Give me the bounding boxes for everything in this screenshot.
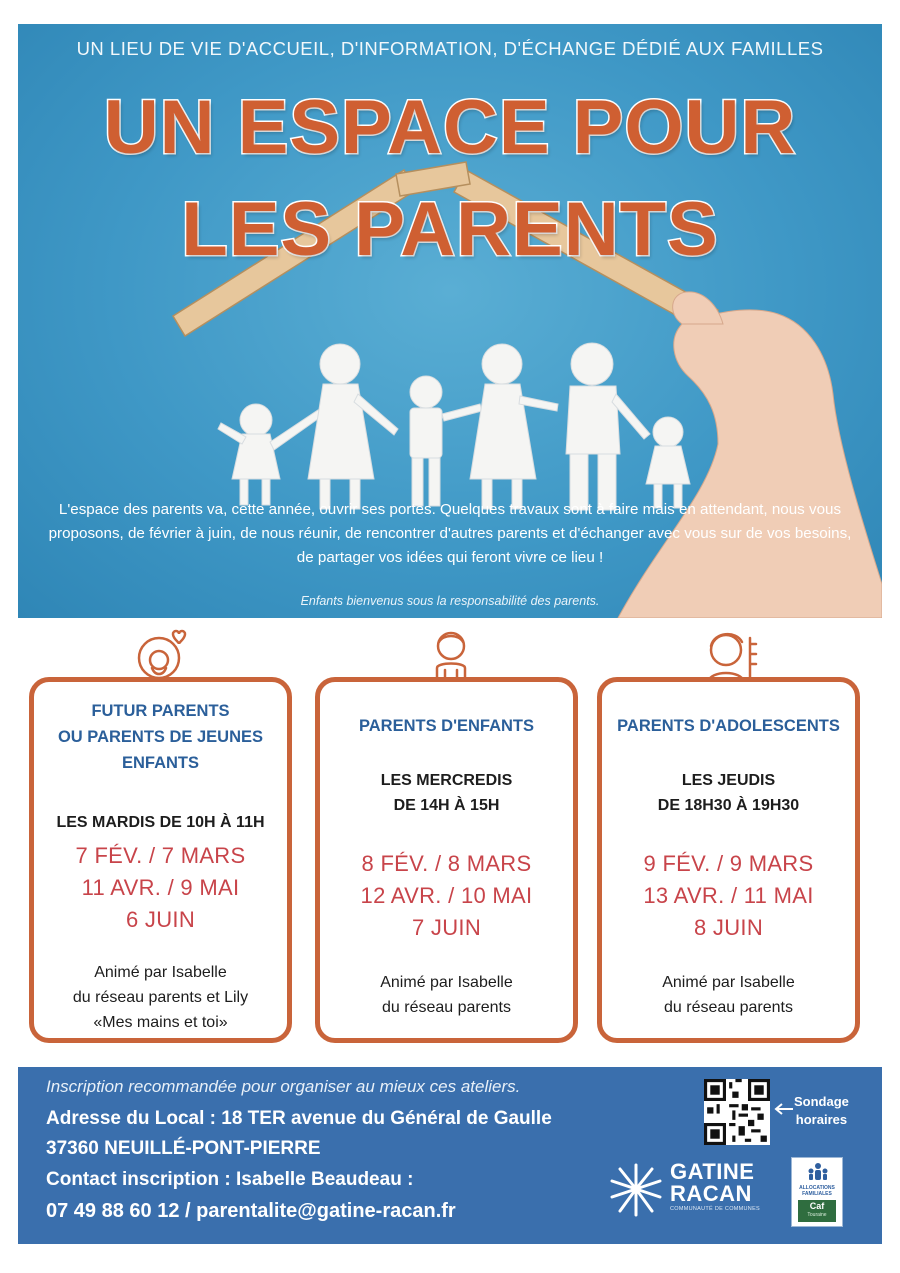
card-title: PARENTS D'ADOLESCENTS <box>617 717 840 735</box>
address-line1: Adresse du Local : 18 TER avenue du Général de Gaulle <box>46 1108 552 1129</box>
survey-label: Sondage horaires <box>794 1094 849 1127</box>
card-parents-of-children <box>315 677 578 1043</box>
card-dates: 8 FÉV. / 8 MARS 12 AVR. / 10 MAI 7 JUIN <box>360 851 533 940</box>
paper-family <box>218 343 690 510</box>
contact-line: Contact inscription : Isabelle Beaudeau : <box>46 1169 414 1190</box>
card-future-parents <box>29 677 292 1043</box>
card-dates: 7 FÉV. / 7 MARS 11 AVR. / 9 MAI 6 JUIN <box>75 843 246 932</box>
card-schedule: LES JEUDIS DE 18H30 À 19H30 <box>657 772 800 814</box>
children-welcome-note: Enfants bienvenus sous la responsabilité des parents. <box>300 594 600 608</box>
gatine-racan-logo: GATINE RACAN COMMUNAUTÉ DE COMMUNES <box>608 1159 778 1219</box>
card-host: Animé par Isabelle du réseau parents <box>380 974 513 1016</box>
main-title-line1: UN ESPACE POUR <box>103 85 797 170</box>
card-parents-of-teens <box>597 677 860 1043</box>
hero-banner <box>18 24 882 618</box>
card-schedule: LES MARDIS DE 10H À 11H <box>56 814 265 831</box>
intro-paragraph: L'espace des parents va, cette année, ouvrir ses portes. Quelques travaux sont à faire mais en attendant, nous vous proposons, de février à juin, de nous réunir, de rencontrer d'autres parents et d'échanger avec vous sur de vos besoins, de partager vos idées qui feront vivre ce lieu ! <box>48 501 852 566</box>
caf-logo: ALLOCATIONS FAMILIALES Caf Touraine <box>791 1157 843 1227</box>
card-schedule: LES MERCREDIS DE 14H À 15H <box>380 772 513 814</box>
card-title: FUTUR PARENTS OU PARENTS DE JEUNES ENFANTS <box>57 702 264 772</box>
arrow-left-icon <box>774 1103 794 1115</box>
qr-code[interactable] <box>704 1079 770 1145</box>
main-title-line2: LES PARENTS <box>181 187 719 272</box>
card-host: Animé par Isabelle du réseau parents et Lily «Mes mains et toi» <box>72 964 249 1031</box>
tagline: UN LIEU DE VIE D'ACCUEIL, D'INFORMATION, D'ÉCHANGE DÉDIÉ AUX FAMILLES <box>76 38 824 59</box>
registration-note: Inscription recommandée pour organiser au mieux ces ateliers. <box>46 1077 521 1096</box>
card-host: Animé par Isabelle du réseau parents <box>662 974 795 1016</box>
card-dates: 9 FÉV. / 9 MARS 13 AVR. / 11 MAI 8 JUIN <box>643 851 814 940</box>
card-title: PARENTS D'ENFANTS <box>358 717 535 735</box>
footer-info <box>18 1067 882 1244</box>
family-emblem-icon <box>806 1162 830 1182</box>
sunburst-icon <box>608 1161 664 1217</box>
address-line2: 37360 NEUILLÉ-PONT-PIERRE <box>46 1138 321 1159</box>
phone-email: 07 49 88 60 12 / parentalite@gatine-racan.fr <box>46 1200 456 1222</box>
